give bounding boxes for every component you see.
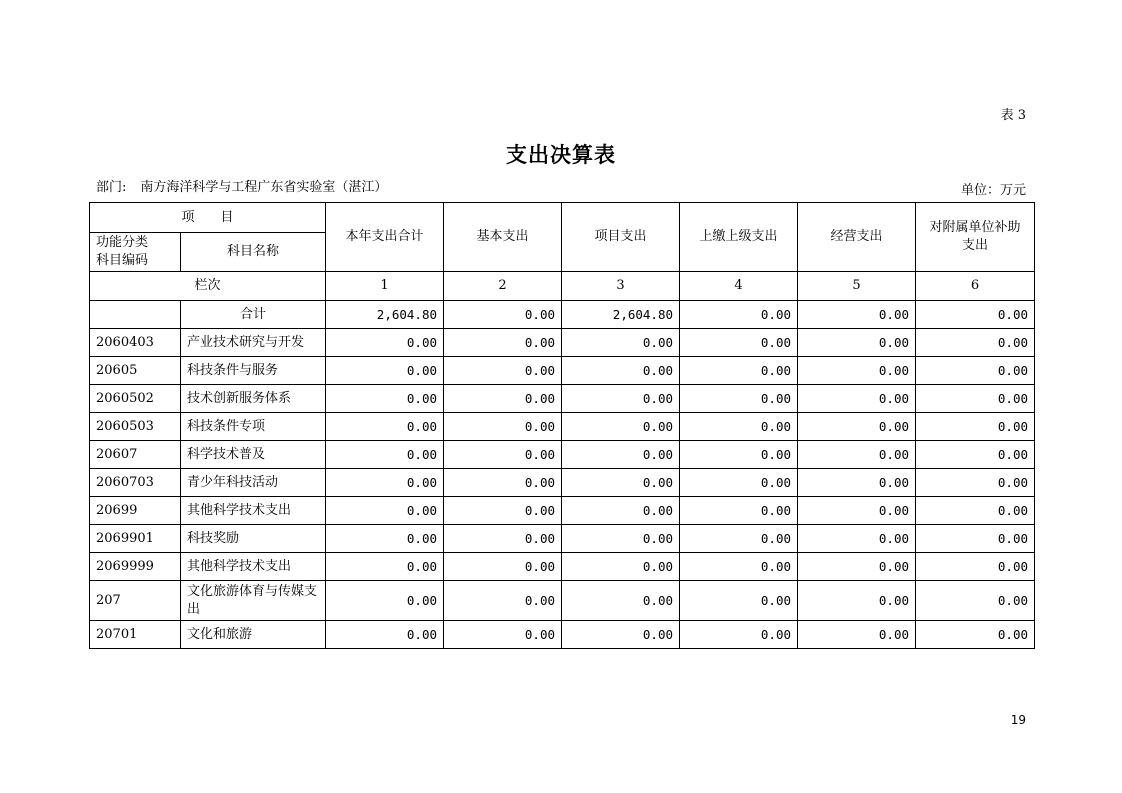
amount-cell: 0.00 (680, 441, 798, 469)
subject-code: 2060703 (90, 469, 181, 497)
amount-cell: 0.00 (326, 553, 444, 581)
amount-cell: 0.00 (798, 413, 916, 441)
subject-code: 2060502 (90, 385, 181, 413)
amount-cell: 0.00 (326, 329, 444, 357)
column-number: 3 (562, 272, 680, 301)
subject-code: 20699 (90, 497, 181, 525)
subject-code: 2069901 (90, 525, 181, 553)
amount-cell: 0.00 (680, 329, 798, 357)
column-number: 5 (798, 272, 916, 301)
total-code-cell (90, 301, 181, 329)
department-name: 南方海洋科学与工程广东省实验室（湛江） (140, 180, 388, 195)
subject-code: 2069999 (90, 553, 181, 581)
header-item: 项 目 (90, 203, 326, 233)
total-value: 0.00 (444, 301, 562, 329)
amount-cell: 0.00 (444, 441, 562, 469)
amount-cell: 0.00 (916, 441, 1035, 469)
amount-cell: 0.00 (444, 525, 562, 553)
page-title: 支出决算表 (506, 142, 616, 167)
amount-cell: 0.00 (562, 441, 680, 469)
amount-cell: 0.00 (798, 329, 916, 357)
header-business: 经营支出 (798, 203, 916, 272)
amount-cell: 0.00 (326, 469, 444, 497)
subject-name: 青少年科技活动 (181, 469, 326, 497)
amount-cell: 0.00 (444, 581, 562, 621)
amount-cell: 0.00 (562, 385, 680, 413)
amount-cell: 0.00 (680, 525, 798, 553)
table-number: 表 3 (1000, 108, 1026, 123)
amount-cell: 0.00 (798, 385, 916, 413)
amount-cell: 0.00 (916, 357, 1035, 385)
amount-cell: 0.00 (680, 357, 798, 385)
column-number: 6 (916, 272, 1035, 301)
amount-cell: 0.00 (562, 621, 680, 649)
amount-cell: 0.00 (326, 357, 444, 385)
subject-code: 20701 (90, 621, 181, 649)
amount-cell: 0.00 (326, 385, 444, 413)
amount-cell: 0.00 (326, 497, 444, 525)
total-value: 2,604.80 (326, 301, 444, 329)
amount-cell: 0.00 (916, 581, 1035, 621)
amount-cell: 0.00 (680, 385, 798, 413)
amount-cell: 0.00 (680, 581, 798, 621)
table-row (90, 413, 1035, 441)
amount-cell: 0.00 (444, 329, 562, 357)
total-value: 0.00 (798, 301, 916, 329)
subject-name: 技术创新服务体系 (181, 385, 326, 413)
subject-name: 科技奖励 (181, 525, 326, 553)
table-row (90, 441, 1035, 469)
unit-label: 单位：万元 (960, 183, 1026, 198)
column-number: 2 (444, 272, 562, 301)
table-row (90, 385, 1035, 413)
amount-cell: 0.00 (444, 357, 562, 385)
amount-cell: 0.00 (916, 385, 1035, 413)
subject-name: 科技条件与服务 (181, 357, 326, 385)
amount-cell: 0.00 (562, 413, 680, 441)
subject-code: 2060403 (90, 329, 181, 357)
page-number: 19 (1010, 713, 1026, 727)
total-value: 2,604.80 (562, 301, 680, 329)
expenditure-table (89, 202, 1035, 649)
amount-cell: 0.00 (444, 469, 562, 497)
amount-cell: 0.00 (444, 621, 562, 649)
amount-cell: 0.00 (326, 441, 444, 469)
amount-cell: 0.00 (326, 525, 444, 553)
header-total: 本年支出合计 (326, 203, 444, 272)
subject-code: 207 (90, 581, 181, 621)
department-line (96, 176, 401, 195)
subject-name: 文化旅游体育与传媒支出 (181, 581, 326, 621)
subject-code: 20605 (90, 357, 181, 385)
amount-cell: 0.00 (798, 469, 916, 497)
amount-cell: 0.00 (916, 469, 1035, 497)
total-value: 0.00 (680, 301, 798, 329)
amount-cell: 0.00 (562, 357, 680, 385)
total-label: 合计 (181, 301, 326, 329)
table-row (90, 497, 1035, 525)
subject-name: 产业技术研究与开发 (181, 329, 326, 357)
amount-cell: 0.00 (916, 525, 1035, 553)
amount-cell: 0.00 (562, 469, 680, 497)
amount-cell: 0.00 (916, 621, 1035, 649)
amount-cell: 0.00 (562, 553, 680, 581)
amount-cell: 0.00 (562, 525, 680, 553)
amount-cell: 0.00 (562, 329, 680, 357)
amount-cell: 0.00 (562, 581, 680, 621)
header-lanci: 栏次 (90, 272, 326, 301)
amount-cell: 0.00 (798, 357, 916, 385)
amount-cell: 0.00 (916, 497, 1035, 525)
amount-cell: 0.00 (444, 553, 562, 581)
amount-cell: 0.00 (326, 581, 444, 621)
subject-name: 其他科学技术支出 (181, 553, 326, 581)
department-label: 部门: (96, 180, 127, 195)
amount-cell: 0.00 (562, 497, 680, 525)
column-number: 1 (326, 272, 444, 301)
amount-cell: 0.00 (798, 525, 916, 553)
table-row (90, 469, 1035, 497)
column-number: 4 (680, 272, 798, 301)
amount-cell: 0.00 (680, 497, 798, 525)
table-row (90, 357, 1035, 385)
amount-cell: 0.00 (680, 621, 798, 649)
amount-cell: 0.00 (444, 413, 562, 441)
amount-cell: 0.00 (916, 413, 1035, 441)
table-row (90, 329, 1035, 357)
subject-name: 其他科学技术支出 (181, 497, 326, 525)
amount-cell: 0.00 (444, 385, 562, 413)
amount-cell: 0.00 (798, 581, 916, 621)
header-func-code: 功能分类 科目编码 (90, 233, 181, 272)
subject-name: 文化和旅游 (181, 621, 326, 649)
subject-code: 20607 (90, 441, 181, 469)
amount-cell: 0.00 (798, 497, 916, 525)
header-subject-name: 科目名称 (181, 233, 326, 272)
amount-cell: 0.00 (916, 553, 1035, 581)
amount-cell: 0.00 (680, 469, 798, 497)
amount-cell: 0.00 (326, 413, 444, 441)
header-project: 项目支出 (562, 203, 680, 272)
header-basic: 基本支出 (444, 203, 562, 272)
subject-name: 科学技术普及 (181, 441, 326, 469)
amount-cell: 0.00 (680, 413, 798, 441)
amount-cell: 0.00 (798, 441, 916, 469)
table-row (90, 581, 1035, 621)
amount-cell: 0.00 (798, 621, 916, 649)
total-value: 0.00 (916, 301, 1035, 329)
amount-cell: 0.00 (680, 553, 798, 581)
table-row (90, 621, 1035, 649)
table-row (90, 553, 1035, 581)
amount-cell: 0.00 (916, 329, 1035, 357)
amount-cell: 0.00 (444, 497, 562, 525)
header-subsidy: 对附属单位补助 支出 (916, 203, 1035, 272)
amount-cell: 0.00 (798, 553, 916, 581)
amount-cell: 0.00 (326, 621, 444, 649)
header-upper: 上缴上级支出 (680, 203, 798, 272)
table-row (90, 525, 1035, 553)
subject-name: 科技条件专项 (181, 413, 326, 441)
subject-code: 2060503 (90, 413, 181, 441)
